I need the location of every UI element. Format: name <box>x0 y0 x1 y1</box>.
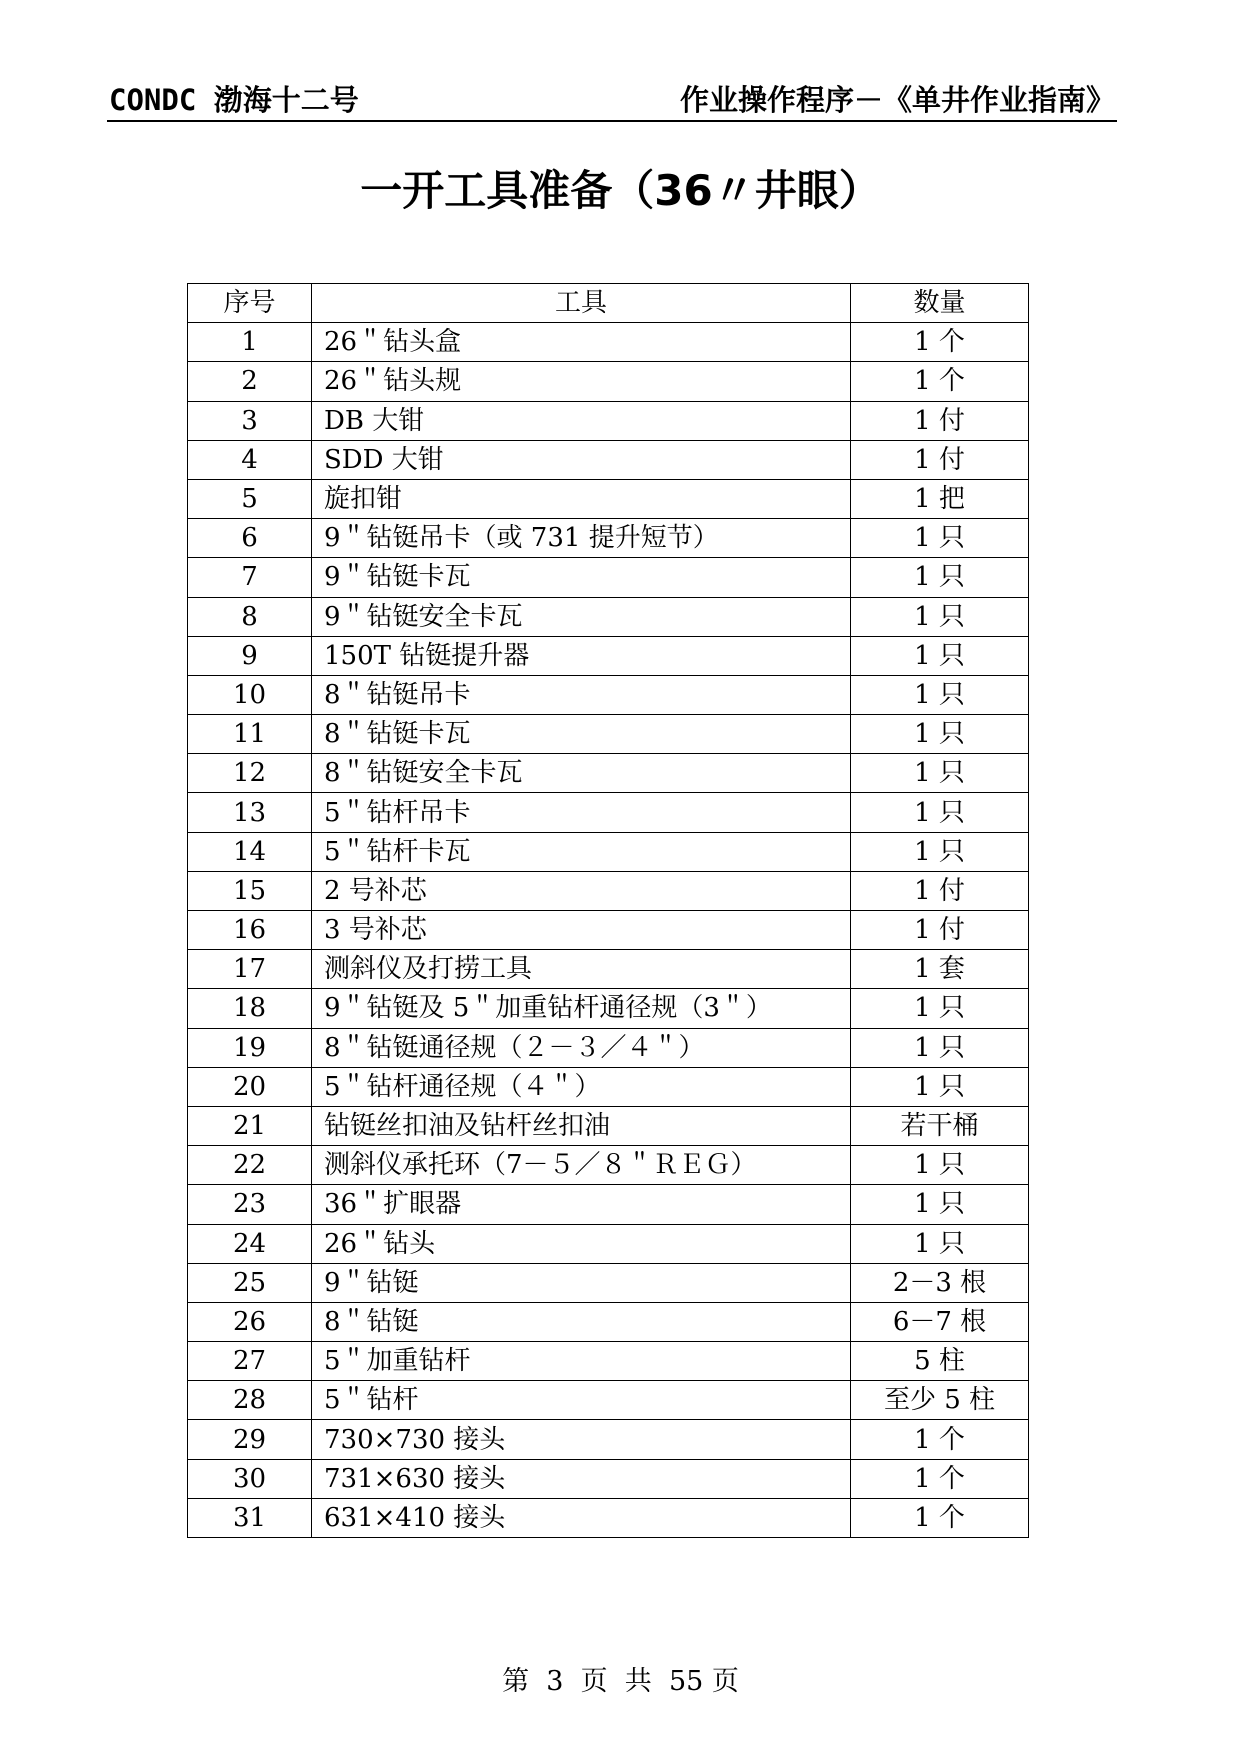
tools-table <box>187 283 1029 1538</box>
row-no: 5 <box>188 479 312 518</box>
row-no: 18 <box>188 989 312 1028</box>
row-tool: DB 大钳 <box>312 401 851 440</box>
row-tool: 旋扣钳 <box>312 479 851 518</box>
row-tool: 8＂钻铤吊卡 <box>312 675 851 714</box>
row-qty: 1 付 <box>851 911 1029 950</box>
table-row <box>188 1106 1029 1145</box>
row-tool: 26＂钻头盒 <box>312 323 851 362</box>
table-row <box>188 989 1029 1028</box>
row-no: 19 <box>188 1028 312 1067</box>
row-qty: 1 只 <box>851 519 1029 558</box>
row-qty: 至少 5 柱 <box>851 1381 1029 1420</box>
table-row <box>188 1420 1029 1459</box>
table-row <box>188 1381 1029 1420</box>
row-qty: 1 付 <box>851 401 1029 440</box>
row-no: 17 <box>188 950 312 989</box>
row-tool: 5＂钻杆 <box>312 1381 851 1420</box>
row-tool: 9＂钻铤 <box>312 1263 851 1302</box>
table-row <box>188 1263 1029 1302</box>
row-tool: 631×410 接头 <box>312 1498 851 1537</box>
row-qty: 1 个 <box>851 362 1029 401</box>
row-tool: 钻铤丝扣油及钻杆丝扣油 <box>312 1106 851 1145</box>
table-row <box>188 1498 1029 1537</box>
row-no: 1 <box>188 323 312 362</box>
row-qty: 5 柱 <box>851 1342 1029 1381</box>
row-qty: 6－7 根 <box>851 1302 1029 1341</box>
header-document-title: 作业操作程序－《单井作业指南》 <box>679 83 1115 117</box>
row-no: 4 <box>188 440 312 479</box>
row-no: 12 <box>188 754 312 793</box>
row-tool: 8＂钻铤 <box>312 1302 851 1341</box>
row-qty: 1 只 <box>851 1224 1029 1263</box>
row-qty: 1 只 <box>851 989 1029 1028</box>
table-row <box>188 1146 1029 1185</box>
row-qty: 1 只 <box>851 754 1029 793</box>
row-no: 6 <box>188 519 312 558</box>
table-row <box>188 519 1029 558</box>
row-no: 23 <box>188 1185 312 1224</box>
row-no: 2 <box>188 362 312 401</box>
column-header-qty: 数量 <box>851 284 1029 323</box>
row-tool: 2 号补芯 <box>312 871 851 910</box>
row-qty: 1 个 <box>851 1459 1029 1498</box>
row-no: 28 <box>188 1381 312 1420</box>
row-qty: 1 只 <box>851 597 1029 636</box>
table-row <box>188 1459 1029 1498</box>
row-qty: 1 个 <box>851 1420 1029 1459</box>
row-no: 26 <box>188 1302 312 1341</box>
row-tool: 5＂钻杆吊卡 <box>312 793 851 832</box>
table-row <box>188 401 1029 440</box>
table-row <box>188 323 1029 362</box>
table-row <box>188 440 1029 479</box>
row-qty: 1 只 <box>851 675 1029 714</box>
row-tool: 730×730 接头 <box>312 1420 851 1459</box>
page-header <box>107 78 1117 122</box>
table-row <box>188 715 1029 754</box>
table-row <box>188 754 1029 793</box>
table-row <box>188 1302 1029 1341</box>
row-tool: 9＂钻铤安全卡瓦 <box>312 597 851 636</box>
row-tool: 8＂钻铤安全卡瓦 <box>312 754 851 793</box>
table-row <box>188 911 1029 950</box>
row-tool: 9＂钻铤吊卡（或 731 提升短节） <box>312 519 851 558</box>
header-company: CONDC 渤海十二号 <box>109 83 359 117</box>
table-row <box>188 558 1029 597</box>
row-qty: 1 只 <box>851 715 1029 754</box>
row-qty: 2－3 根 <box>851 1263 1029 1302</box>
row-no: 8 <box>188 597 312 636</box>
row-tool: 5＂加重钻杆 <box>312 1342 851 1381</box>
page-footer-page-number: 第 3 页 共 55 页 <box>502 1666 739 1697</box>
row-no: 7 <box>188 558 312 597</box>
row-qty: 若干桶 <box>851 1106 1029 1145</box>
row-no: 11 <box>188 715 312 754</box>
row-qty: 1 只 <box>851 1028 1029 1067</box>
row-no: 21 <box>188 1106 312 1145</box>
row-no: 27 <box>188 1342 312 1381</box>
column-header-tool: 工具 <box>312 284 851 323</box>
row-qty: 1 付 <box>851 871 1029 910</box>
table-row <box>188 832 1029 871</box>
row-tool: 测斜仪及打捞工具 <box>312 950 851 989</box>
row-tool: 5＂钻杆卡瓦 <box>312 832 851 871</box>
row-no: 31 <box>188 1498 312 1537</box>
row-no: 9 <box>188 636 312 675</box>
table-row <box>188 1067 1029 1106</box>
row-tool: 26＂钻头规 <box>312 362 851 401</box>
row-qty: 1 付 <box>851 440 1029 479</box>
row-no: 22 <box>188 1146 312 1185</box>
page-title: 一开工具准备（36〃井眼） <box>360 166 881 215</box>
row-tool: 测斜仪承托环（7－５／８＂ＲＥＧ） <box>312 1146 851 1185</box>
row-qty: 1 只 <box>851 1146 1029 1185</box>
row-tool: 3 号补芯 <box>312 911 851 950</box>
table-row <box>188 362 1029 401</box>
row-tool: 8＂钻铤通径规（２－３／４＂） <box>312 1028 851 1067</box>
row-no: 13 <box>188 793 312 832</box>
row-no: 20 <box>188 1067 312 1106</box>
row-no: 25 <box>188 1263 312 1302</box>
table-row <box>188 793 1029 832</box>
row-qty: 1 只 <box>851 1185 1029 1224</box>
row-qty: 1 把 <box>851 479 1029 518</box>
table-row <box>188 675 1029 714</box>
row-qty: 1 只 <box>851 1067 1029 1106</box>
row-tool: 9＂钻铤卡瓦 <box>312 558 851 597</box>
table-row <box>188 1224 1029 1263</box>
table-row <box>188 950 1029 989</box>
table-row <box>188 1342 1029 1381</box>
table-row <box>188 479 1029 518</box>
row-no: 16 <box>188 911 312 950</box>
table-row <box>188 597 1029 636</box>
row-no: 3 <box>188 401 312 440</box>
table-header-row <box>188 284 1029 323</box>
row-qty: 1 个 <box>851 1498 1029 1537</box>
row-tool: 8＂钻铤卡瓦 <box>312 715 851 754</box>
row-tool: 150T 钻铤提升器 <box>312 636 851 675</box>
table-row <box>188 636 1029 675</box>
row-tool: 26＂钻头 <box>312 1224 851 1263</box>
table-row <box>188 871 1029 910</box>
table-body <box>188 323 1029 1538</box>
row-qty: 1 个 <box>851 323 1029 362</box>
column-header-no: 序号 <box>188 284 312 323</box>
row-tool: 5＂钻杆通径规（４＂） <box>312 1067 851 1106</box>
table-row <box>188 1185 1029 1224</box>
row-qty: 1 只 <box>851 558 1029 597</box>
row-tool: SDD 大钳 <box>312 440 851 479</box>
row-tool: 9＂钻铤及 5＂加重钻杆通径规（3＂） <box>312 989 851 1028</box>
table-row <box>188 1028 1029 1067</box>
row-no: 14 <box>188 832 312 871</box>
row-qty: 1 只 <box>851 636 1029 675</box>
row-no: 24 <box>188 1224 312 1263</box>
row-no: 15 <box>188 871 312 910</box>
row-qty: 1 只 <box>851 832 1029 871</box>
row-no: 30 <box>188 1459 312 1498</box>
row-tool: 36＂扩眼器 <box>312 1185 851 1224</box>
row-no: 29 <box>188 1420 312 1459</box>
row-tool: 731×630 接头 <box>312 1459 851 1498</box>
row-qty: 1 套 <box>851 950 1029 989</box>
row-qty: 1 只 <box>851 793 1029 832</box>
row-no: 10 <box>188 675 312 714</box>
